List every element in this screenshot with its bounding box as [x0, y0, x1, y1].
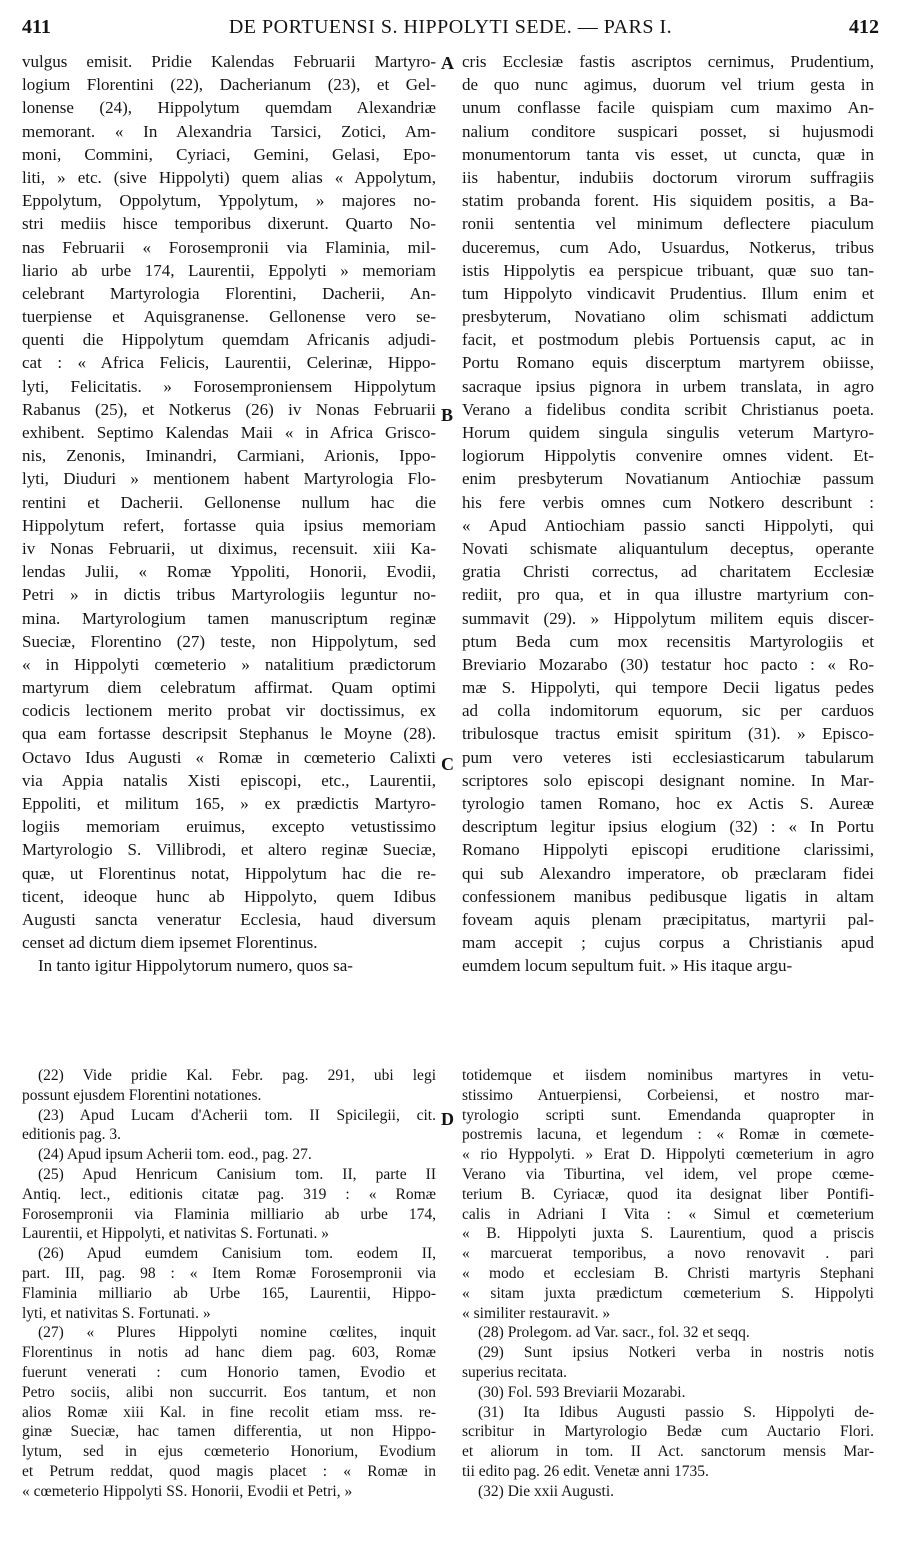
text-line: censet ad dictum diem ipsemet Florentinus. [22, 933, 318, 953]
page-number-right: 412 [849, 16, 879, 38]
text-line: rediit, pro qua, et in qua illustre martyrium con- [462, 585, 874, 605]
text-line: Eppoliti, et militum 165, » ex prædictis Martyro- [22, 794, 436, 813]
footnote-line: possunt ejusdem Florentini notationes. [22, 1086, 262, 1104]
footnote-line: (24) Apud ipsum Acherii tom. eod., pag. 27. [38, 1146, 312, 1164]
footnote-line: (30) Fol. 593 Breviarii Mozarabi. [478, 1383, 686, 1401]
footnote-line: (32) Die xxii Augusti. [478, 1482, 615, 1500]
text-line: scriptores solo episcopi designant nomine. In Mar- [462, 770, 874, 790]
footnote-line: stissimo Antuerpiensi, Corbeiensi, et nostro mar- [462, 1086, 874, 1104]
text-line: lonense (24), Hippolytum quemdam Alexandriæ [22, 98, 436, 118]
text-line: enim presbyterum Novatianum Antiochiæ passum [462, 469, 874, 489]
text-line: ptum Beda cum mox recensitis Martyrologiis et [462, 631, 874, 651]
text-line: unum conflasse facile quispiam cum maximo An- [462, 98, 874, 118]
text-line: logiorum Hippolytis convenire omnes vident. Et- [462, 446, 874, 466]
text-line: descriptum legitur ipsius elogium (32) : « In Portu [462, 817, 874, 837]
text-line: mina. Martyrologium tamen manuscriptum reginæ [22, 608, 436, 628]
footnote-line: tyrologio scripti sunt. Emendanda quapropter in [462, 1106, 874, 1124]
text-line: Sueciæ, Florentino (27) teste, non Hippolytum, sed [22, 631, 436, 651]
text-line: logium Florentini (22), Dacherianum (23), et Gel- [22, 75, 436, 95]
text-line: istis Hippolytis ea perspicue tribuant, quæ suo tan- [462, 260, 874, 280]
text-line: eumdem locum sepultum fuit. » His itaque argu- [462, 956, 793, 976]
text-line: quenti die Hippolytum quemdam Africanis adjudi- [22, 330, 436, 350]
page-number-left: 411 [22, 16, 51, 38]
text-line: presbyterum, Novatiano olim schismati addictum [462, 307, 874, 327]
footnote-line: (23) Apud Lucam d'Acherii tom. II Spicilegii, cit. [38, 1106, 436, 1124]
text-line: mam accepit ; cujus corpus a Christianis apud [462, 933, 874, 953]
text-line: Martyrologio S. Villibrodi, et altero reginæ Sueciæ, [22, 840, 436, 860]
text-line: ronii sententia vel minimum deflectere piaculum [462, 214, 874, 234]
text-line: celebrant Martyrologia Florentini, Dacherii, An- [22, 283, 436, 303]
footnotes-right-column [462, 1066, 874, 1502]
text-line: Rabanus (25), et Notkerus (26) iv Nonas Februarii [22, 399, 436, 419]
text-line: lendas Julii, « Romæ Yppoliti, Honorii, Evodii, [22, 562, 436, 582]
text-line: Novati schismate aliquantulum deceptus, operante [462, 538, 874, 558]
footnote-line: fuerunt venerati : cum Honorio tamen, Evodio et [22, 1363, 436, 1381]
main-text-left-column [22, 50, 436, 978]
footnote-line: (29) Sunt ipsius Notkeri verba in nostris notis [478, 1344, 874, 1362]
text-line: ad colla indomitorum equorum, sic per carduos [462, 701, 874, 721]
text-line: lyti, Diuduri » mentionem habent Martyrologia Flo- [22, 469, 436, 489]
text-line: « in Hippolyti cœmeterio » natalitium prædictorum [22, 654, 436, 674]
text-line: tum Hippolyto vindicavit Prudentius. Illum enim et [462, 283, 874, 303]
footnote-line: editionis pag. 3. [22, 1126, 122, 1144]
text-line: moni, Commini, Cyriaci, Gemini, Gelasi, Epo- [22, 144, 436, 164]
footnote-line: « sitam juxta prædictum cœmeterium S. Hippolyti [462, 1284, 874, 1302]
text-line: Eppolytum, Oppolytum, Yppolytum, » majores no- [22, 191, 436, 211]
text-line: lyti, Felicitatis. » Forosemproniensem Hippolytum [22, 376, 436, 396]
text-line: via Appia natalis Xisti episcopi, etc., Laurentii, [22, 770, 436, 790]
text-line: vulgus emisit. Pridie Kalendas Februarii Martyro- [22, 52, 436, 71]
footnote-line: Flaminia milliario ab Urbe 165, Laurentii, Hippo- [22, 1284, 436, 1302]
footnote-line: (27) « Plures Hippolyti nomine cœlites, inquit [38, 1324, 436, 1342]
text-line: cat : « Africa Felicis, Laurentii, Celerinæ, Hippo- [22, 353, 436, 373]
footnote-line: Laurentii, et Hippolyti, et nativitas S. Fortunati. » [22, 1225, 329, 1243]
text-line: cris Ecclesiæ fastis ascriptos cernimus, Prudentium, [462, 52, 874, 71]
footnote-line: Florentinus in notis ad hanc diem pag. 603, Romæ [22, 1344, 436, 1362]
footnote-line: « modo et ecclesiam B. Christi martyris Stephani [462, 1264, 874, 1282]
running-title: DE PORTUENSI S. HIPPOLYTI SEDE. — PARS I. [228, 16, 673, 38]
footnote-line: lyti, et nativitas S. Fortunati. » [22, 1304, 211, 1322]
text-line: stri mediis hisce temporibus dixerunt. Quarto No- [22, 214, 436, 234]
text-line: codicis lectionem merito probat vir doctissimus, ex [22, 701, 436, 721]
text-line: exhibent. Septimo Kalendas Maii « in Africa Grisco- [22, 423, 436, 442]
running-header [22, 14, 879, 42]
text-line: qua eam fortasse descripsit Stephanus le Moyne (28). [22, 724, 436, 744]
margin-letter-a: A [441, 53, 454, 73]
footnote-line: Antiq. lect., editionis citatæ pag. 319 : « Romæ [22, 1185, 436, 1203]
text-line: logiis memoriam eruimus, excepto vetustissimo [22, 817, 436, 837]
text-line: liario ab urbe 174, Laurentii, Eppolyti » memoriam [22, 260, 436, 280]
footnote-line: et aliorum in tom. II Act. sanctorum mensis Mar- [462, 1443, 874, 1461]
text-line: Portu Romano equis discerptum martyrem obiisse, [462, 353, 874, 373]
text-line: Verano a fidelibus condita scribit Christianus poeta. [462, 399, 874, 419]
text-line: nalium conditore suspicari posset, si hujusmodi [462, 121, 874, 141]
text-line: rentini et Dacherii. Gellonense nullum hac die [22, 492, 436, 512]
text-line: Romano Hippolyti episcopi eruditione clarissimi, [462, 840, 874, 860]
text-line: martyrum diem celebratum affirmat. Quam optimi [22, 678, 436, 698]
text-line: Augusti sancta veneratur Ecclesia, haud diversum [22, 909, 436, 929]
margin-letter-b: B [441, 405, 454, 425]
text-line: summavit (29). » Hippolytum militem equis discer- [462, 608, 874, 628]
footnote-line: superius recitata. [462, 1363, 568, 1381]
footnote-line: lytum, sed in ejus cœmeterio Honorium, Evodium [22, 1443, 436, 1461]
text-line: Breviario Mozarabo (30) testatur hoc pacto : « Ro- [462, 654, 874, 674]
footnote-line: part. III, pag. 98 : « Item Romæ Forosempronii via [22, 1264, 436, 1282]
text-line: ticent, ideoque hunc ab Hippolyto, quem Idibus [22, 886, 436, 906]
text-line: gratia Christi correctus, ad charitatem Ecclesiæ [462, 562, 874, 582]
text-line: duceremus, cum Ado, Usuardus, Notkerus, tribus [462, 237, 874, 257]
text-line: facit, et postmodum plebis Portuensis caput, ac in [462, 330, 874, 350]
footnote-line: calis in Adriani I Vita : « Simul et cœmeterium [462, 1205, 874, 1223]
text-line: Hippolytum refert, fortasse quia ipsius memoriam [22, 515, 436, 535]
text-line: his fere verbis omnes cum Notkero describunt : [462, 492, 874, 512]
text-line: statim probanda forent. His siquidem positis, a Ba- [462, 191, 874, 211]
text-line: confessionem manibus pedibusque ligatis in altam [462, 886, 874, 906]
footnote-line: « cœmeterio Hippolyti SS. Honorii, Evodii et Petri, » [22, 1482, 353, 1500]
text-line: liti, » etc. (sive Hippolyti) quem alias « Appolytum, [22, 167, 436, 187]
text-line: mæ S. Hippolyti, qui tempore Decii ligatus pedes [462, 678, 874, 698]
text-line: tuerpiense et Aquisgranense. Gellonense vero se- [22, 307, 436, 327]
text-line: monumentorum tanta vis esset, ut cuncta, quæ in [462, 144, 874, 164]
footnote-line: (31) Ita Idibus Augusti passio S. Hippolyti de- [478, 1403, 874, 1421]
main-text-right-column [462, 50, 874, 978]
text-line: tribulosque tractus emisit spiritum (31). » Episco- [462, 724, 874, 744]
text-line: nas Februarii « Forosempronii via Flaminia, mil- [22, 237, 436, 257]
text-line: iis habentur, indubiis doctorum virorum suffragiis [462, 167, 874, 187]
footnote-line: Petro sociis, alibi non succurrit. Eos tantum, et non [22, 1383, 436, 1401]
text-line: memorant. « In Alexandria Tarsici, Zotici, Am- [22, 121, 436, 141]
footnote-line: tii edito pag. 26 edit. Venetæ anni 1735. [462, 1462, 709, 1480]
text-line: nis, Zenonis, Iminandri, Carmiani, Arionis, Ippo- [22, 446, 436, 466]
footnote-line: (22) Vide pridie Kal. Febr. pag. 291, ubi legi [38, 1067, 436, 1084]
footnotes-left-column [22, 1066, 436, 1502]
text-line: qui sub Alexandro imperatore, ob præclaram fidei [462, 863, 874, 883]
text-line: Petri » in dictis tribus Martyrologiis leguntur no- [22, 585, 436, 605]
footnote-line: (28) Prolegom. ad Var. sacr., fol. 32 et seqq. [478, 1324, 750, 1342]
footnote-line: « B. Hippolyti juxta S. Laurentium, quod a priscis [462, 1225, 874, 1243]
footnote-line: scribitur in Martyrologio Bedæ cum Auctario Flori. [462, 1423, 874, 1441]
text-line: iv Nonas Februarii, ut diximus, recensuit. xiii Ka- [22, 538, 436, 558]
text-line: « Apud Antiochiam passio sancti Hippolyti, qui [462, 515, 874, 535]
footnote-line: Verano via Tiburtina, vel idem, vel prope cœme- [462, 1165, 874, 1183]
footnote-line: Forosempronii via Flaminia milliario ab urbe 174, [22, 1205, 436, 1223]
text-line: quæ, ut Florentinus notat, Hippolytum hac die re- [22, 863, 436, 883]
footnote-line: « marcuerat temporibus, a novo renovavit . pari [462, 1245, 874, 1263]
footnote-line: (26) Apud eumdem Canisium tom. eodem II, [38, 1245, 436, 1263]
text-line: foveam aquis plenam præcipitatus, martyrii pal- [462, 909, 874, 929]
text-line: Horum quidem singula singulis veterum Martyro- [462, 423, 874, 442]
footnote-line: et Petrum reddat, quod magis placet : « Romæ in [22, 1462, 436, 1480]
footnote-line: postremis lacuna, et legendum : « Romæ in cœmete- [462, 1126, 874, 1144]
footnote-line: « similiter restauravit. » [462, 1304, 611, 1322]
footnote-line: (25) Apud Henricum Canisium tom. II, parte II [38, 1165, 436, 1183]
text-line: sacraque ipsius pignora in urbem translata, in agro [462, 376, 874, 396]
footnote-line: totidemque et iisdem nominibus martyres in vetu- [462, 1067, 874, 1084]
margin-letter-d: D [441, 1109, 454, 1129]
footnote-line: ginæ Sueciæ, hac tamen differentia, ut non Hippo- [22, 1423, 436, 1441]
text-line: tyrologio tamen Romano, hoc ex Actis S. Aureæ [462, 794, 874, 813]
text-line: de quo nunc agimus, duorum vel trium gesta in [462, 75, 874, 95]
text-line: pum vero veteres isti ecclesiasticarum tabularum [462, 747, 874, 767]
footnote-line: « rio Hyppolyti. » Erat D. Hippolyti cœmeterium in agro [462, 1146, 874, 1164]
footnote-line: terium B. Cyriacæ, quod ita designat liber Pontifi- [462, 1185, 874, 1203]
footnote-line: alios Romæ xiii Kal. in fine recolit etiam mss. re- [22, 1403, 436, 1421]
text-line: In tanto igitur Hippolytorum numero, quos sa- [38, 956, 353, 976]
margin-letter-c: C [441, 754, 454, 774]
text-line: Octavo Idus Augusti « Romæ in cœmeterio Calixti [22, 747, 436, 767]
